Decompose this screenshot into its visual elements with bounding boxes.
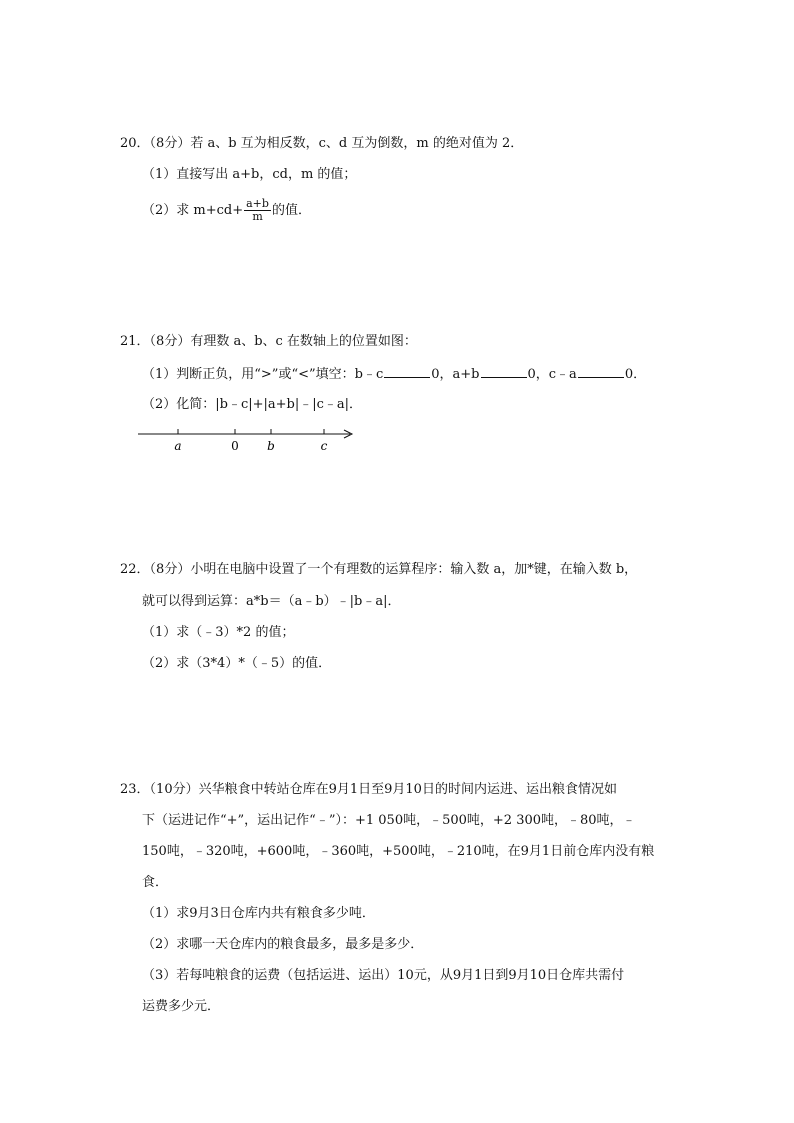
label-c: c bbox=[320, 439, 328, 453]
q21-part1 bbox=[142, 364, 646, 384]
q20-part2-prefix: （2）求 m+cd+ bbox=[142, 203, 244, 218]
q21-part2: （2）化简：|b﹣c|+|a+b|﹣|c﹣a|． bbox=[142, 397, 363, 412]
answer-blank-1[interactable] bbox=[384, 364, 430, 378]
q21-part1-text-d: 0． bbox=[624, 367, 647, 382]
q22-stem: 22．（8分）小明在电脑中设置了一个有理数的运算程序：输入数 a，加*键，在输入数 b， bbox=[120, 562, 638, 577]
label-0: 0 bbox=[231, 439, 239, 453]
q21-part1-text-b: 0，a+b bbox=[431, 367, 480, 382]
q20-fraction bbox=[244, 198, 271, 223]
q20-fraction-denominator: m bbox=[252, 210, 263, 223]
q21-part1-text-c: 0，c﹣a bbox=[527, 367, 577, 382]
q22-stem-line2: 就可以得到运算：a*b＝（a﹣b）﹣|b﹣a|． bbox=[142, 594, 401, 609]
q20-part2-suffix: 的值． bbox=[271, 203, 311, 218]
q22-part2: （2）求（3*4）*（﹣5）的值． bbox=[142, 656, 332, 671]
answer-blank-3[interactable] bbox=[578, 364, 624, 378]
q23-line3-text: 150吨，﹣320吨，+600吨，﹣360吨，+500吨，﹣210吨，在9月1日前仓库内没有粮 bbox=[142, 844, 655, 859]
q23-part3-line2: 运费多少元． bbox=[142, 999, 221, 1014]
label-a: a bbox=[174, 439, 182, 453]
label-b: b bbox=[267, 439, 275, 453]
q23-part1: （1）求9月3日仓库内共有粮食多少吨． bbox=[142, 906, 375, 921]
q21-stem: 21．（8分）有理数 a、b、c 在数轴上的位置如图： bbox=[120, 334, 417, 349]
q21-part1-text-a: （1）判断正负，用“>”或“<”填空：b﹣c bbox=[142, 367, 384, 382]
q23-line3 bbox=[142, 843, 696, 861]
q23-line1-text: 23．（10分）兴华粮食中转站仓库在9月1日至9月10日的时间内运进、运出粮食情况如 bbox=[120, 782, 617, 797]
q20-fraction-numerator: a+b bbox=[246, 197, 269, 210]
q20-part1: （1）直接写出 a+b，cd，m 的值； bbox=[142, 167, 357, 182]
q22-part1: （1）求（﹣3）*2 的值； bbox=[142, 625, 295, 640]
q20-part2 bbox=[142, 198, 311, 223]
q23-line2 bbox=[142, 812, 696, 830]
q23-line2-text: 下（运进记作“+”，运出记作“﹣”）：+1 050吨，﹣500吨，+2 300吨，﹣80吨，﹣ bbox=[142, 813, 636, 828]
q23-line4: 食． bbox=[142, 875, 169, 890]
q23-part3: （3）若每吨粮食的运费（包括运进、运出）10元，从9月1日到9月10日仓库共需付 bbox=[142, 968, 625, 983]
number-line-figure bbox=[134, 424, 364, 458]
q23-part2: （2）求哪一天仓库内的粮食最多，最多是多少． bbox=[142, 937, 424, 952]
q23-line1 bbox=[120, 781, 674, 799]
q20-stem: 20．（8分）若 a、b 互为相反数，c、d 互为倒数，m 的绝对值为 2． bbox=[120, 136, 524, 151]
answer-blank-2[interactable] bbox=[481, 364, 527, 378]
